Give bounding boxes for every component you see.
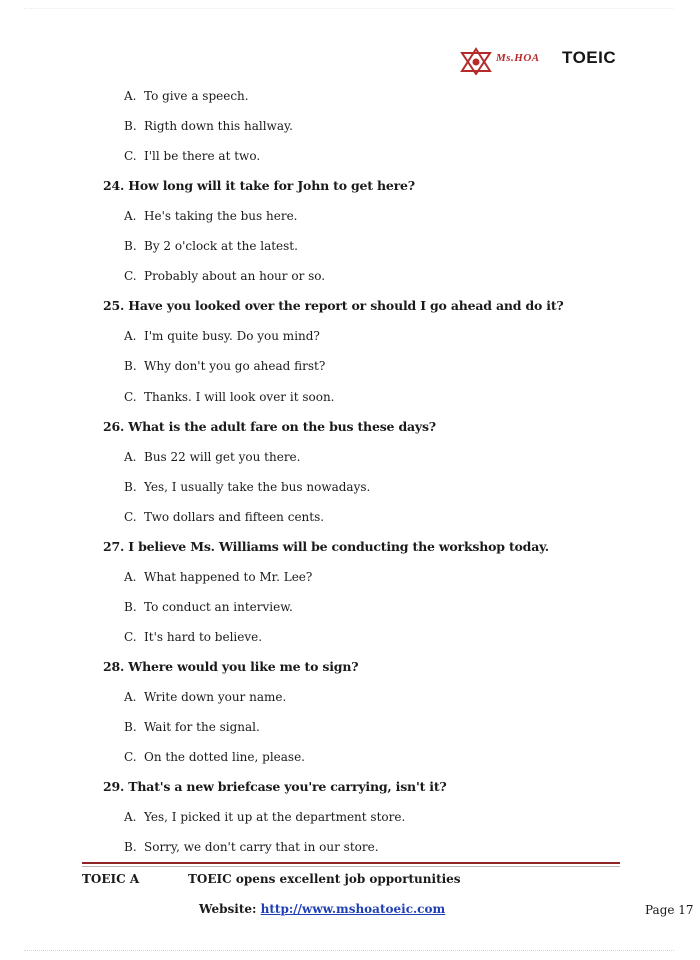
option-letter: A. (124, 209, 137, 223)
answer-option (124, 89, 249, 103)
option-letter: B. (124, 840, 137, 854)
question-text: 27. I believe Ms. Williams will be conducting the workshop today. (103, 539, 549, 554)
option-text: To conduct an interview. (144, 600, 293, 614)
question-text: 26. What is the adult fare on the bus these days? (103, 419, 436, 434)
option-letter: A. (124, 89, 137, 103)
answer-option (124, 239, 298, 253)
answer-option (124, 390, 334, 404)
mshoa-toeic-logo (458, 47, 618, 75)
option-text: Probably about an hour or so. (144, 269, 326, 283)
option-text: To give a speech. (144, 89, 249, 103)
question-text: 24. How long will it take for John to get here? (103, 178, 415, 193)
question-text: 25. Have you looked over the report or should I go ahead and do it? (103, 298, 564, 313)
option-letter: C. (124, 149, 137, 163)
option-text: By 2 o'clock at the latest. (144, 239, 298, 253)
option-text: Yes, I picked it up at the department store. (144, 810, 406, 824)
option-text: Rigth down this hallway. (144, 119, 293, 133)
answer-option (124, 810, 405, 824)
option-letter: B. (124, 239, 137, 253)
answer-option (124, 149, 260, 163)
answer-option (124, 119, 293, 133)
option-letter: B. (124, 119, 137, 133)
option-letter: A. (124, 690, 137, 704)
answer-option (124, 840, 379, 854)
option-text: I'm quite busy. Do you mind? (144, 329, 320, 343)
option-letter: B. (124, 359, 137, 373)
option-letter: C. (124, 510, 137, 524)
footer-tagline: TOEIC opens excellent job opportunities (188, 872, 461, 886)
option-letter: A. (124, 570, 137, 584)
website-label: Website: (199, 902, 257, 916)
option-letter: B. (124, 480, 137, 494)
option-text: Yes, I usually take the bus nowadays. (144, 480, 371, 494)
option-letter: C. (124, 390, 137, 404)
option-text: Wait for the signal. (144, 720, 260, 734)
option-text: Thanks. I will look over it soon. (144, 390, 335, 404)
option-letter: C. (124, 630, 137, 644)
option-text: I'll be there at two. (144, 149, 261, 163)
answer-option (124, 690, 286, 704)
answer-option (124, 570, 312, 584)
option-text: What happened to Mr. Lee? (144, 570, 313, 584)
website-link[interactable]: http://www.mshoatoeic.com (260, 902, 446, 916)
option-text: He's taking the bus here. (144, 209, 298, 223)
footer-rule (82, 862, 620, 864)
option-letter: B. (124, 720, 137, 734)
option-letter: A. (124, 450, 137, 464)
logo-toeic-text: TOEIC (562, 48, 617, 67)
answer-option (124, 269, 325, 283)
answer-option (124, 510, 324, 524)
option-letter: A. (124, 810, 137, 824)
answer-option (124, 209, 297, 223)
answer-option (124, 600, 293, 614)
option-text: Write down your name. (144, 690, 287, 704)
answer-option (124, 329, 320, 343)
option-text: On the dotted line, please. (144, 750, 305, 764)
option-letter: B. (124, 600, 137, 614)
answer-option (124, 750, 305, 764)
option-text: Sorry, we don't carry that in our store. (144, 840, 379, 854)
option-letter: A. (124, 329, 137, 343)
option-text: Bus 22 will get you there. (144, 450, 301, 464)
question-text: 29. That's a new briefcase you're carrying, isn't it? (103, 779, 447, 794)
option-text: It's hard to believe. (144, 630, 263, 644)
option-text: Two dollars and fifteen cents. (144, 510, 325, 524)
answer-option (124, 359, 325, 373)
answer-option (124, 630, 262, 644)
option-letter: C. (124, 750, 137, 764)
footer-rule-thin (82, 866, 620, 867)
answer-option (124, 480, 370, 494)
logo-ms-hoa-text: Ms.HOA (496, 52, 540, 64)
star-emblem-icon (458, 47, 498, 75)
question-text: 28. Where would you like me to sign? (103, 659, 359, 674)
footer-website (199, 902, 445, 916)
footer-left-label: TOEIC A (82, 872, 140, 886)
top-dotted-border (24, 8, 674, 9)
option-text: Why don't you go ahead first? (144, 359, 326, 373)
page-number: Page 17 (645, 903, 694, 917)
answer-option (124, 720, 260, 734)
bottom-dotted-border (24, 950, 674, 951)
option-letter: C. (124, 269, 137, 283)
answer-option (124, 450, 300, 464)
